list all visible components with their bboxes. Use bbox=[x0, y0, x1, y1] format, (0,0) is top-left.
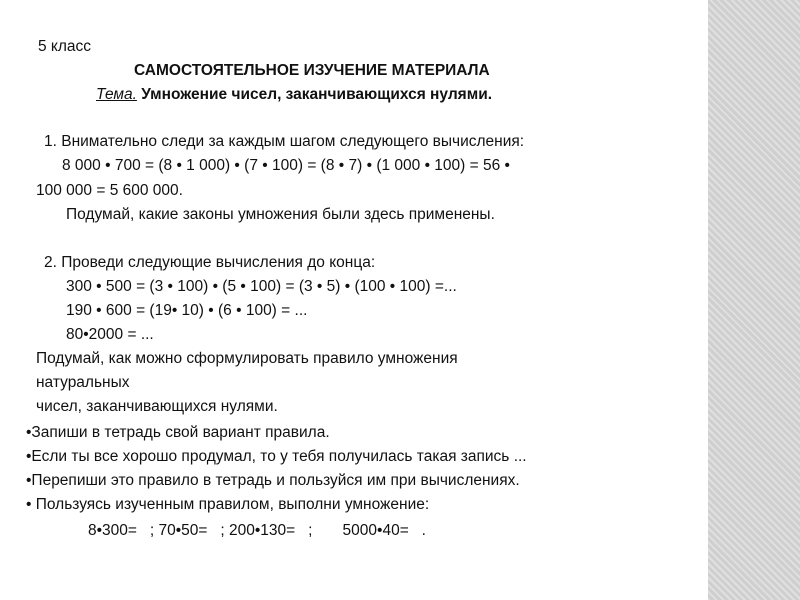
exercise-line: 8•300= ; 70•50= ; 200•130= ; 5000•40= . bbox=[88, 522, 426, 539]
bullet-item: •Запиши в тетрадь свой вариант правила. bbox=[26, 424, 330, 441]
rule-prompt-line3: чисел, заканчивающихся нулями. bbox=[36, 398, 278, 415]
topic-line bbox=[96, 86, 492, 104]
task2-calc2: 190 • 600 = (19• 10) • (6 • 100) = ... bbox=[66, 302, 308, 319]
grade-label: 5 класс bbox=[38, 38, 92, 55]
task1-question: Подумай, какие законы умножения были здесь применены. bbox=[66, 206, 495, 223]
decorative-side-band bbox=[708, 0, 800, 600]
bullet-item: •Если ты все хорошо продумал, то у тебя получилась такая запись ... bbox=[26, 448, 527, 465]
rule-prompt-line1: Подумай, как можно сформулировать правило умножения bbox=[36, 350, 458, 367]
task2-intro: 2. Проведи следующие вычисления до конца: bbox=[44, 254, 376, 271]
task1-calc-line1: 8 000 • 700 = (8 • 1 000) • (7 • 100) = (8 • 7) • (1 000 • 100) = 56 • bbox=[62, 157, 510, 174]
task2-calc3: 80•2000 = ... bbox=[66, 326, 154, 343]
rule-prompt-line2: натуральных bbox=[36, 374, 130, 391]
task2-calc1: 300 • 500 = (3 • 100) • (5 • 100) = (3 • 5) • (100 • 100) =... bbox=[66, 278, 457, 295]
topic-label: Тема. bbox=[96, 86, 137, 103]
bullet-item: • Пользуясь изученным правилом, выполни умножение: bbox=[26, 496, 430, 513]
task1-calc-line2: 100 000 = 5 600 000. bbox=[36, 182, 183, 199]
page-heading: САМОСТОЯТЕЛЬНОЕ ИЗУЧЕНИЕ МАТЕРИАЛА bbox=[134, 62, 490, 79]
topic-title: Умножение чисел, заканчивающихся нулями. bbox=[141, 86, 493, 103]
bullet-item: •Перепиши это правило в тетрадь и пользуйся им при вычислениях. bbox=[26, 472, 520, 489]
task1-intro: 1. Внимательно следи за каждым шагом следующего вычисления: bbox=[44, 133, 525, 150]
